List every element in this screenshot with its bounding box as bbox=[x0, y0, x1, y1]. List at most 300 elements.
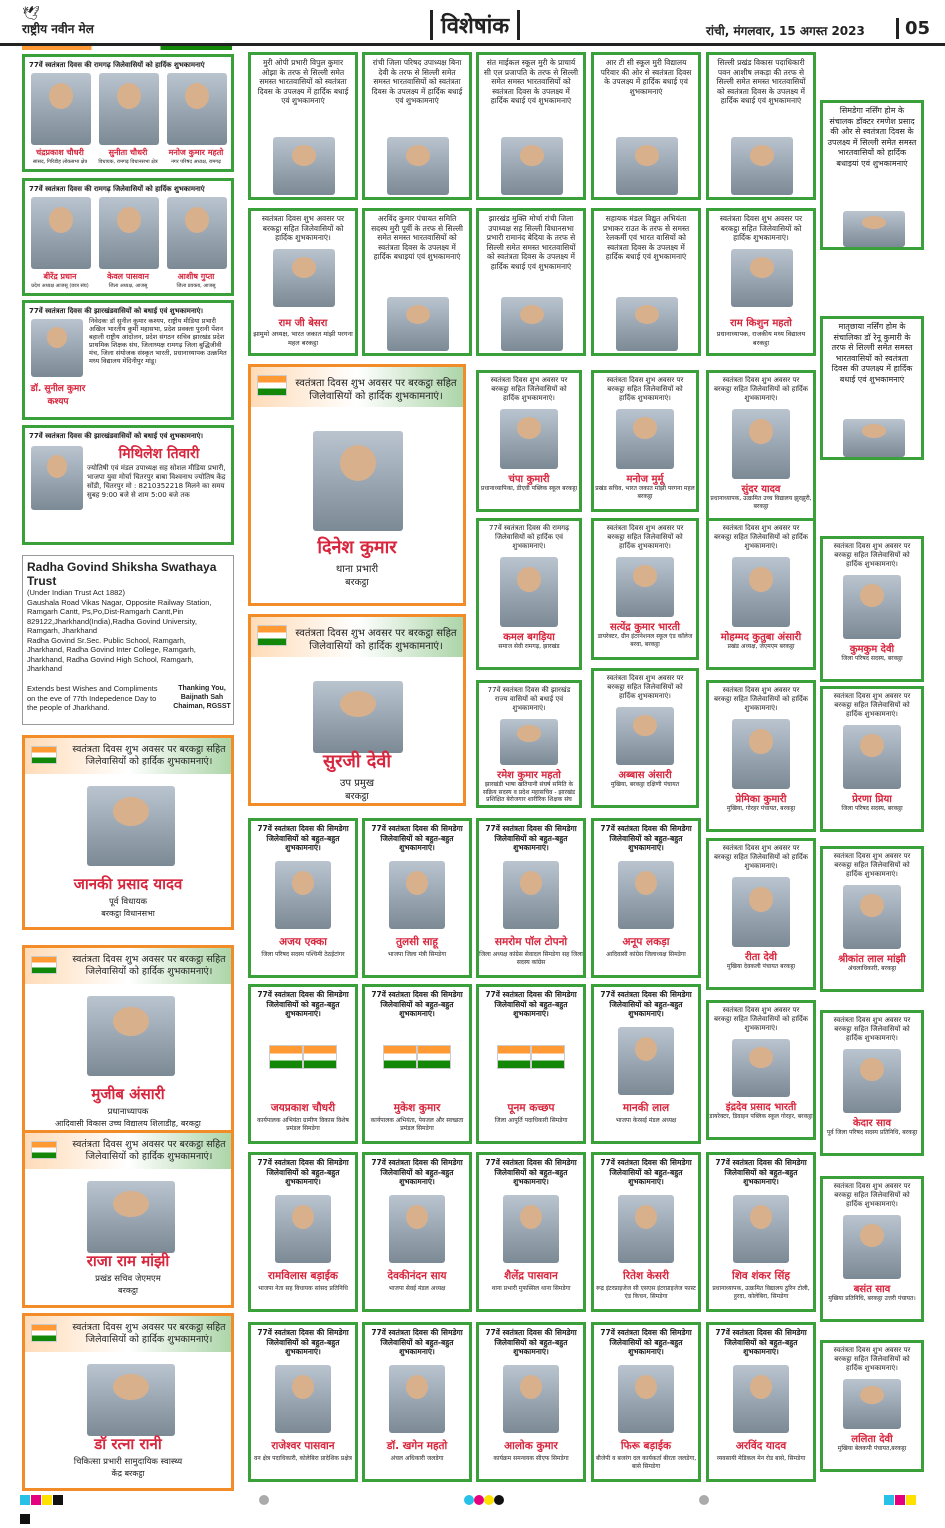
greeting-text: संत माईकल स्कूल मुरी के प्राचार्य सी एल प्रजापति के तरफ से सिल्ली समेत समस्त भारतवासियों को स्वतंत्रता दिवस के उपलक्ष्य में हार्दिक बधाई एवं शुभकामनाएं bbox=[483, 58, 579, 105]
indian-flag-icon bbox=[257, 375, 287, 396]
person-role: प्रधानाध्यापक bbox=[107, 1107, 149, 1117]
person-place: बरकट्ठा bbox=[345, 577, 369, 588]
greeting-text: स्वतंत्रता दिवस शुभ अवसर पर बरकट्ठा सहित जिलेवासियों को हार्दिक शुभकामनाएं। bbox=[713, 686, 809, 712]
portrait-photo bbox=[387, 297, 449, 351]
trust-line: Ramgarh Cantt, Ps,Po,Dist-Ramgarh Cantt,Pin bbox=[27, 607, 184, 616]
person-role: प्रखंड सचिव, भारत जकात मांझी परगना महल बरकट्ठा bbox=[595, 485, 695, 500]
person-greeting-card bbox=[591, 668, 699, 808]
portrait-photo bbox=[87, 1181, 175, 1253]
person-role: थाना प्रभारी bbox=[335, 564, 379, 575]
person-greeting-card bbox=[820, 846, 924, 992]
person-role: जिला आपूर्ति पदाधिकारी सिमडेगा bbox=[494, 1117, 568, 1124]
box-title: 77वें स्वतंत्रता दिवस की रामगढ़ जिलेवासियों को हार्दिक शुभकामनाएं bbox=[29, 185, 205, 193]
portrait-photo bbox=[31, 446, 83, 510]
simdega-greeting-card bbox=[362, 984, 472, 1144]
big-greeting-card bbox=[22, 735, 234, 930]
big-greeting-card bbox=[22, 1313, 234, 1491]
portrait-photo bbox=[616, 297, 678, 351]
greeting-text: 77वें स्वतंत्रता दिवस की सिमडेगा जिलेवासियों को बहुत-बहुत शुभकामनाएं। bbox=[257, 1158, 349, 1186]
greeting-text: स्वतंत्रता दिवस शुभ अवसर पर बरकट्ठा सहित जिलेवासियों को हार्दिक शुभकामनाएं। bbox=[490, 376, 568, 402]
greeting-text: स्वतंत्रता दिवस शुभ अवसर पर बरकट्ठा सहित जिलेवासियों को हार्दिक शुभकामनाएं। bbox=[713, 376, 809, 402]
greeting-text: 77वें स्वतंत्रता दिवस की सिमडेगा जिलेवासियों को बहुत-बहुत शुभकामनाएं। bbox=[371, 824, 463, 852]
person-name: राम जी बेसरा bbox=[278, 318, 328, 329]
person-role: अंचलाधिकारी, बरकट्ठा bbox=[847, 965, 897, 972]
portrait-photo bbox=[733, 1365, 789, 1433]
issue-date: रांची, मंगलवार, 15 अगस्त 2023 bbox=[706, 24, 865, 38]
box-title: 77वें स्वतंत्रता दिवस की रामगढ़ जिलेवासियों को हार्दिक शुभकामनाएं bbox=[29, 61, 205, 69]
simdega-greeting-card bbox=[476, 818, 586, 978]
person-name: मिथिलेश तिवारी bbox=[118, 446, 200, 462]
greeting-text: स्वतंत्रता दिवस शुभ अवसर पर बरकट्ठा सहित जिलेवासियों को हार्दिक शुभकामनाएं। bbox=[833, 1346, 911, 1372]
nursing-home-greeting bbox=[820, 100, 924, 250]
simdega-greeting-card bbox=[362, 818, 472, 978]
person-name: अब्बास अंसारी bbox=[618, 770, 672, 781]
person-name: कुमकुम देवी bbox=[849, 644, 895, 655]
person-greeting-card bbox=[820, 686, 924, 832]
person-role: झारखंडी भाषा खतियानी संघर्ष समिति के सक्रिय सदस्य व प्रदेश महासचिव - झारखंड प्रशिक्षित बेरोजगार शारीरिक शिक्षक संघ bbox=[482, 781, 576, 803]
portrait-photo bbox=[843, 1215, 901, 1279]
simdega-greeting-card bbox=[476, 1322, 586, 1482]
person-role: चिकित्सा प्रभारी सामुदायिक स्वास्थ्य bbox=[73, 1457, 183, 1467]
portrait-photo bbox=[167, 197, 227, 269]
person-name: रीता देवी bbox=[745, 952, 777, 963]
portrait-photo bbox=[99, 73, 159, 145]
simdega-greeting-card bbox=[706, 1322, 816, 1482]
person-name: सत्येंद्र कुमार भारती bbox=[609, 622, 681, 633]
person-greeting-card bbox=[476, 518, 582, 670]
person-name: शैलेंद्र पासवान bbox=[504, 1270, 558, 1282]
person-name: डॉ. सुनील कुमार कश्यप bbox=[30, 384, 86, 407]
person-role: भाजपा केरसई मंडल अध्यक्ष bbox=[615, 1117, 677, 1124]
trust-line: Radha Govind Sr.Sec. Public School, Ramgarh, bbox=[27, 635, 186, 645]
person-text: ज्योतिषी एवं मंडल उपाध्यक्ष सह सोशल मीडिया प्रभारी, भाजपा युवा मोर्चा चितरपुर बाबा विश्वनाथ ज्योतिष केंद्र सोंडी, चितरपुर मो : 8210352218 मिलने का समय सुबह 9:00 बजे से शाम 5:00 बजे तक bbox=[87, 464, 226, 499]
greeting-text: 77वें स्वतंत्रता दिवस की सिमडेगा जिलेवासियों को बहुत-बहुत शुभकामनाएं। bbox=[600, 1158, 692, 1186]
portrait-photo bbox=[167, 73, 227, 145]
portrait-photo bbox=[87, 786, 175, 866]
simdega-greeting-card bbox=[248, 1152, 358, 1312]
greeting-text: 77वें स्वतंत्रता दिवस की सिमडेगा जिलेवासियों को बहुत-बहुत शुभकामनाएं। bbox=[485, 1328, 577, 1356]
greeting-text: स्वतंत्रता दिवस शुभ अवसर पर बरकट्ठा सहित जिलेवासियों को हार्दिक शुभकामनाएं। bbox=[72, 1139, 226, 1162]
person-role: मुखिया बेलकपी पंचायत,बरकट्ठा bbox=[837, 1445, 907, 1452]
portrait-photo bbox=[275, 861, 331, 929]
person-name: रितेश केसरी bbox=[623, 1270, 669, 1282]
portrait-photo bbox=[843, 575, 901, 639]
portrait-photo bbox=[618, 1027, 674, 1095]
greeting-text: स्वतंत्रता दिवस शुभ अवसर पर बरकट्ठा सहित जिलेवासियों को हार्दिक शुभकामनाएं। bbox=[833, 1182, 911, 1208]
portrait-photo bbox=[387, 137, 449, 195]
portrait-photo bbox=[500, 409, 558, 469]
portrait-photo bbox=[616, 707, 674, 765]
portrait-photo bbox=[843, 211, 905, 247]
greeting-text: स्वतंत्रता दिवस शुभ अवसर पर बरकट्ठा सहित जिलेवासियों को हार्दिक शुभकामनाएं। bbox=[713, 524, 809, 550]
person-name: मनोज मुर्मू bbox=[626, 474, 664, 485]
indian-flag-icon bbox=[269, 1045, 303, 1069]
person-role: मुखिया प्रतिनिधि, बरकट्ठा उत्तरी पंचायत। bbox=[828, 1295, 916, 1302]
greeting-text: स्वतंत्रता दिवस शुभ अवसर पर बरकट्ठा सहित जिलेवासियों को हार्दिक शुभकामनाएं। bbox=[72, 1322, 226, 1345]
person-role: बीजेपी व बजरंग दल कार्यकर्ता बीरता जलडेगा, बासे सिमडेगा bbox=[595, 1455, 697, 1470]
person-greeting-card bbox=[820, 1176, 924, 1322]
person-role: जिला अध्यक्ष, आजसू bbox=[108, 283, 148, 289]
portrait-photo bbox=[732, 557, 790, 627]
person-text: निवेदकः डॉ सुनील कुमार कश्यप, राष्ट्रीय मीडिया प्रभारी अखिल भारतीय कुर्मी महासभा, प्रदेश प्रवक्ता पुरानी पेंशन बहाली राष्ट्रीय आंदोलन, प्रदेश संगठन सचिव झारखंड प्रदेश प्राथमिक शिक्षक संघ, जिलाध्यक्ष रामगढ़ जिला बुद्धिजीवी मंच, जिला संयोजक संस्कृत भारती, प्रधानाध्यापक उत्क्रमित मध्य विद्यालय मेदिनीपुर मांडू। bbox=[89, 317, 227, 365]
silli-greeting-card bbox=[248, 52, 358, 200]
greeting-text: स्वतंत्रता दिवस शुभ अवसर पर बरकट्ठा सहित जिलेवासियों को हार्दिक शुभकामनाएं। bbox=[833, 692, 911, 718]
person-role: प्रखंड सचिव जेएमएम bbox=[95, 1274, 161, 1284]
greeting-text: 77वें स्वतंत्रता दिवस की सिमडेगा जिलेवासियों को बहुत-बहुत शुभकामनाएं। bbox=[485, 1158, 577, 1186]
greeting-text: 77वें स्वतंत्रता दिवस की सिमडेगा जिलेवासियों को बहुत-बहुत शुभकामनाएं। bbox=[257, 990, 349, 1018]
portrait-photo bbox=[843, 419, 905, 457]
row2-greeting-card bbox=[476, 208, 586, 356]
greeting-text: 77वें स्वतंत्रता दिवस की सिमडेगा जिलेवासियों को बहुत-बहुत शुभकामनाएं। bbox=[371, 990, 463, 1018]
indian-flag-icon bbox=[303, 1045, 337, 1069]
greeting-text: स्वतंत्रता दिवस शुभ अवसर पर बरकट्ठा सहित जिलेवासियों को हार्दिक शुभकामनाएं। bbox=[295, 628, 457, 652]
greeting-text: स्वतंत्रता दिवस शुभ अवसर पर बरकट्ठा सहित जिलेवासियों को हार्दिक शुभकामनाएं। bbox=[833, 1016, 911, 1042]
nursing-home-greeting bbox=[820, 316, 924, 460]
silli-greeting-card bbox=[476, 52, 586, 200]
person-role: नगर परिषद अध्यक्ष, रामगढ़ bbox=[171, 159, 221, 165]
greeting-text: अरविंद कुमार पंचायत समिति सदस्य मुरी पूर्वी के तरफ से सिल्ली समेत समस्त भारतवासियों को स्वतंत्रता दिवस के उपलक्ष्य में हार्दिक बधाइयां एवं शुभकामनाएं bbox=[371, 214, 463, 261]
person-name: चंद्रप्रकाश चौधरी bbox=[36, 148, 84, 157]
greeting-text: 77वें स्वतंत्रता दिवस की सिमडेगा जिलेवासियों को बहुत-बहुत शुभकामनाएं। bbox=[715, 1328, 807, 1356]
greeting-text: 77वें स्वतंत्रता दिवस की सिमडेगा जिलेवासियों को बहुत-बहुत शुभकामनाएं। bbox=[715, 1158, 807, 1186]
person-name: राजा राम मांझी bbox=[86, 1252, 170, 1270]
silli-greeting-card bbox=[591, 52, 701, 200]
greeting-text: स्वतंत्रता दिवस शुभ अवसर पर बरकट्ठा सहित जिलेवासियों को हार्दिक शुभकामनाएं। bbox=[833, 852, 911, 878]
simdega-greeting-card bbox=[591, 984, 701, 1144]
person-name: डॉ रत्ना रानी bbox=[94, 1435, 162, 1453]
person-name: दिनेश कुमार bbox=[317, 537, 397, 558]
greeting-text: स्वतंत्रता दिवस शुभ अवसर पर बरकट्ठा सहित जिलेवासियों को हार्दिक शुभकामनाएं। bbox=[713, 1006, 809, 1032]
portrait-photo bbox=[732, 409, 790, 479]
greeting-text: स्वतंत्रता दिवस शुभ अवसर पर बरकट्ठा सहित जिलेवासियों को हार्दिक शुभकामनाएं। bbox=[261, 214, 345, 242]
simdega-greeting-card bbox=[248, 1322, 358, 1482]
portrait-photo bbox=[31, 319, 83, 377]
portrait-photo bbox=[618, 1365, 674, 1433]
greeting-text: स्वतंत्रता दिवस शुभ अवसर पर बरकट्ठा सहित जिलेवासियों को हार्दिक शुभकामनाएं। bbox=[833, 542, 911, 568]
person-role: उप प्रमुख bbox=[339, 778, 375, 789]
greeting-text: 77वें स्वतंत्रता दिवस की सिमडेगा जिलेवासियों को बहुत-बहुत शुभकामनाएं। bbox=[600, 824, 692, 852]
person-role: रूद्र इंटरप्राइजेज सी एसएस इंटरप्राइजेज फास्ट एंड किचन, सिमडेगा bbox=[596, 1285, 696, 1300]
person-name: आलोक कुमार bbox=[504, 1440, 558, 1452]
person-role: जिला प्रवक्ता, आजसू bbox=[176, 283, 216, 289]
person-name: बीरेंद्र प्रधान bbox=[43, 272, 77, 281]
person-role: जिला परिषद सदस्य, बरकट्ठा bbox=[841, 805, 903, 812]
portrait-photo bbox=[273, 249, 335, 307]
portrait-photo bbox=[389, 1195, 445, 1263]
portrait-photo bbox=[843, 1049, 901, 1113]
person-name: सुनीता चौधरी bbox=[108, 148, 148, 157]
portrait-photo bbox=[503, 1365, 559, 1433]
greeting-text: 77वें स्वतंत्रता दिवस की सिमडेगा जिलेवासियों को बहुत-बहुत शुभकामनाएं। bbox=[485, 824, 577, 852]
greeting-text: स्वतंत्रता दिवस शुभ अवसर पर बरकट्ठा सहित जिलेवासियों को हार्दिक शुभकामनाएं। bbox=[606, 376, 684, 402]
portrait-photo bbox=[273, 137, 335, 195]
person-name: अरविंद यादव bbox=[735, 1440, 787, 1452]
greeting-text: रांची जिला परिषद उपाध्यक्ष बिना देवी के तरफ से सिल्ली समेत समस्त भारतवासियों को स्वतंत्रता दिवस के उपलक्ष्य में हार्दिक बधाई एवं शुभकामनाएं bbox=[371, 58, 463, 105]
person-place: केंद्र बरकट्ठा bbox=[111, 1469, 145, 1478]
newspaper-name: राष्ट्रीय नवीन मेल bbox=[22, 22, 94, 36]
radha-govind-trust-notice bbox=[22, 555, 234, 725]
person-name: मुकेश कुमार bbox=[393, 1102, 441, 1114]
person-role: सांसद, गिरिडीह लोकसभा क्षेत्र bbox=[32, 159, 88, 165]
simdega-greeting-card bbox=[362, 1152, 472, 1312]
person-name: डॉ. खगेन महतो bbox=[386, 1440, 448, 1452]
person-greeting-card bbox=[706, 680, 816, 832]
portrait-photo bbox=[616, 409, 674, 469]
greeting-text: 77वें स्वतंत्रता दिवस की सिमडेगा जिलेवासियों को बहुत-बहुत शुभकामनाएं। bbox=[600, 990, 692, 1018]
person-greeting-card bbox=[820, 1340, 924, 1472]
person-role: प्रधानाध्यापक, उत्क्रमित उच्च विद्यालय झुरझुरी, बरकट्ठा bbox=[710, 495, 812, 510]
person-name: पूनम कच्छप bbox=[507, 1102, 555, 1114]
row2-greeting-card bbox=[591, 208, 701, 356]
portrait-photo bbox=[87, 996, 175, 1076]
person-role: भाजपा सेवई मंडल अध्यक्ष bbox=[388, 1285, 446, 1292]
greeting-text: 77वें स्वतंत्रता दिवस की सिमडेगा जिलेवासियों को बहुत-बहुत शुभकामनाएं। bbox=[257, 824, 349, 852]
indian-flag-icon bbox=[31, 746, 57, 764]
person-role: प्रधानाध्यापक, उत्क्रमित विद्यालय ठुरिन टोली, हुरदा, कोलेबिरा, सिमडेगा bbox=[712, 1285, 810, 1300]
person-role: डायरेक्टर, ग्रीन इंटरनेशनल स्कूल एंड कॉलेज बरवा, बरकट्ठा bbox=[597, 633, 693, 648]
portrait-photo bbox=[618, 1195, 674, 1263]
person-role: प्रधानाध्यापक, राजकीय मध्य विद्यालय बरकट्ठा bbox=[716, 330, 806, 347]
person-role: वन क्षेत्र पदाधिकारी, कोलेबिरा प्रादेशिक प्रक्षेत्र bbox=[254, 1455, 352, 1462]
portrait-photo bbox=[501, 137, 563, 195]
portrait-photo bbox=[99, 197, 159, 269]
person-name: इंद्रदेव प्रसाद भारती bbox=[725, 1102, 797, 1113]
person-greeting-card bbox=[706, 838, 816, 990]
person-name: रमेश कुमार महतो bbox=[497, 770, 561, 781]
section-title: विशेषांक bbox=[430, 10, 520, 40]
greeting-text: 77वें स्वतंत्रता दिवस की रामगढ़ जिलेवासियों को हार्दिक एवं शुभकामनाएं। bbox=[488, 524, 570, 550]
indian-flag-icon bbox=[31, 1141, 57, 1159]
trust-line: (Under Indian Trust Act 1882) bbox=[27, 588, 125, 597]
person-role: मुखिया, गोरहर पंचायत, बरकट्ठा bbox=[726, 805, 796, 812]
person-greeting-card bbox=[476, 680, 582, 808]
portrait-photo bbox=[843, 725, 901, 789]
indian-flag-icon bbox=[383, 1045, 417, 1069]
trust-line: Ramgarh, Jharkhand bbox=[27, 626, 98, 635]
person-name: देवकीनंदन साय bbox=[387, 1270, 447, 1282]
person-role: थाना प्रभारी मुफस्सिल थाना सिमडेगा bbox=[491, 1285, 571, 1292]
person-role: मुखिया, बरकट्ठा दक्षिणी पंचायत bbox=[610, 781, 680, 788]
person-role: अंचल अधिकारी जलडेगा bbox=[390, 1455, 444, 1462]
person-role: प्रदेश अध्यक्ष आजसू (छात्र संघ) bbox=[31, 283, 89, 289]
portrait-photo bbox=[313, 681, 403, 753]
ramgarh-greeting-1 bbox=[22, 54, 234, 172]
person-role: पूर्व जिला परिषद सदस्य प्रतिनिधि, बरकट्ठा bbox=[826, 1129, 918, 1136]
greeting-text: सहायक मंडल विद्युत अभियंता प्रभाकर राउत के तरफ से समस्त रेलकर्मी एवं भारत वासियों को स्वतंत्रता दिवस के उपलक्ष्य में हार्दिक बधाई एवं शुभकामनाएं bbox=[602, 214, 690, 261]
trust-line: 829122,Jharkhand(India),Radha Govind University, bbox=[27, 616, 197, 626]
person-role: मुखिया देवकली पंचायत बरकट्ठा bbox=[726, 963, 796, 970]
indian-flag-icon bbox=[497, 1045, 531, 1069]
person-name: मोहम्मद कुतुबा अंसारी bbox=[720, 632, 802, 643]
simdega-greeting-card bbox=[476, 984, 586, 1144]
trust-line: Jharkhand, Radha Govind Inter College, Ramgarh, bbox=[27, 645, 196, 654]
person-name: सुंदर यादव bbox=[741, 484, 781, 495]
portrait-photo bbox=[732, 1039, 790, 1097]
portrait-photo bbox=[733, 1195, 789, 1263]
person-greeting-card bbox=[820, 1010, 924, 1156]
person-name: मनोज कुमार महतो bbox=[168, 148, 224, 157]
portrait-photo bbox=[500, 557, 558, 627]
person-name: रामविलास बड़ाईक bbox=[268, 1270, 338, 1282]
person-role: व्यवसायी मेडिकल मेन रोड बासे, सिमडेगा bbox=[716, 1455, 806, 1462]
person-role: कार्यपालक अभियंता ग्रामीण विकास विशेष प्रमंडल सिमडेगा bbox=[257, 1117, 349, 1132]
person-name: आशीष गुप्ता bbox=[177, 272, 215, 281]
portrait-photo bbox=[275, 1195, 331, 1263]
color-registration-bar bbox=[20, 1490, 925, 1504]
portrait-photo bbox=[731, 249, 793, 307]
portrait-photo bbox=[732, 877, 790, 947]
simdega-greeting-card bbox=[591, 1152, 701, 1312]
person-greeting-card bbox=[476, 370, 582, 512]
person-place: बरकट्ठा bbox=[118, 1286, 138, 1295]
person-role: प्रधानाध्यापिका, डीएवी पब्लिक स्कूल बरकट्ठा bbox=[480, 485, 578, 492]
simdega-greeting-card bbox=[591, 1322, 701, 1482]
greeting-text: सिमडेगा नर्सिंग होम के संचालक डॉक्टर रमणेश प्रसाद की ओर से स्वतंत्रता दिवस के उपलक्ष्य में सिल्ली समेत समस्त भारतवासियों को हार्दिक बधाइयां एवं शुभकामनाएं bbox=[827, 106, 917, 168]
person-role: डायरेक्टर, डिवाइन पब्लिक स्कूल गोरहर, बरकट्ठा bbox=[709, 1113, 813, 1120]
person-greeting-card bbox=[706, 1000, 816, 1140]
person-place: बरकट्ठा विधानसभा bbox=[101, 909, 155, 918]
portrait-photo bbox=[31, 73, 91, 145]
portrait-photo bbox=[501, 297, 563, 351]
portrait-photo bbox=[389, 861, 445, 929]
trust-line: Gaushala Road Vikas Nagar, Opposite Railway Station, bbox=[27, 597, 212, 607]
greeting-text: 77वें स्वतंत्रता दिवस की सिमडेगा जिलेवासियों को बहुत-बहुत शुभकामनाएं। bbox=[257, 1328, 349, 1356]
portrait-photo bbox=[616, 557, 674, 617]
row2-greeting-card bbox=[362, 208, 472, 356]
indian-flag-icon bbox=[417, 1045, 451, 1069]
person-name: केदार साव bbox=[852, 1118, 892, 1129]
person-role: पूर्व विधायक bbox=[108, 897, 148, 907]
portrait-photo bbox=[843, 885, 901, 949]
person-name: जयप्रकाश चौधरी bbox=[270, 1102, 336, 1114]
big-greeting-card bbox=[22, 1130, 234, 1308]
person-name: सुरजी देवी bbox=[322, 751, 392, 772]
portrait-photo bbox=[503, 1195, 559, 1263]
person-name: बसंत साव bbox=[853, 1284, 891, 1295]
person-greeting-card bbox=[591, 370, 699, 512]
greeting-text: झारखंड मुक्ति मोर्चा रांची जिला उपाध्यक्ष सह सिल्ली विधानसभा प्रभारी रामानंद बेदिया के तरफ से सिल्ली समेत समस्त भारतवासियों को स्वतंत्रता दिवस के उपलक्ष्य में हार्दिक बधाई एवं शुभकामनाएं bbox=[486, 214, 576, 271]
person-name: ललिता देवी bbox=[851, 1434, 893, 1445]
trust-wish: Extends best Wishes and Compliments on the eve of 77th Indepedence Day to the people of Jharkhand. bbox=[27, 684, 158, 712]
person-place: बरकट्ठा bbox=[345, 791, 369, 802]
indian-flag-icon bbox=[531, 1045, 565, 1069]
big-greeting-card bbox=[22, 945, 234, 1140]
simdega-greeting-card bbox=[248, 818, 358, 978]
person-role: झामुमो अध्यक्ष, भारत जकात मांझी परगना महल बरकट्ठा bbox=[253, 330, 353, 347]
row2-greeting-card bbox=[706, 208, 816, 356]
person-greeting-card bbox=[706, 370, 816, 522]
silli-greeting-card bbox=[706, 52, 816, 200]
portrait-photo bbox=[275, 1365, 331, 1433]
greeting-text: स्वतंत्रता दिवस शुभ अवसर पर बरकट्ठा सहित जिलेवासियों को हार्दिक शुभकामनाएं। bbox=[606, 524, 684, 550]
greeting-text: 77वें स्वतंत्रता दिवस की सिमडेगा जिलेवासियों को बहुत-बहुत शुभकामनाएं। bbox=[485, 990, 577, 1018]
portrait-photo bbox=[31, 197, 91, 269]
person-name: प्रेमिका कुमारी bbox=[735, 794, 787, 805]
greeting-text: स्वतंत्रता दिवस शुभ अवसर पर बरकट्ठा सहित जिलेवासियों को हार्दिक शुभकामनाएं। bbox=[713, 844, 809, 870]
simdega-greeting-card bbox=[476, 1152, 586, 1312]
simdega-greeting-card bbox=[706, 1152, 816, 1312]
person-name: तुलसी साहू bbox=[396, 936, 438, 948]
portrait-photo bbox=[731, 137, 793, 195]
person-role: जिला अध्यक्ष कांग्रेस सेवादल सिमडेगा सह जिला सदस्य कांग्रेस bbox=[479, 951, 583, 966]
person-greeting-card bbox=[820, 536, 924, 682]
person-place: आदिवासी विकास उच्च विद्यालय शिलाडीह, बरकट्ठा bbox=[55, 1119, 201, 1128]
greeting-text: 77वें स्वतंत्रता दिवस की सिमडेगा जिलेवासियों को बहुत-बहुत शुभकामनाएं। bbox=[371, 1158, 463, 1186]
jharkhand-greeting-kashyap bbox=[22, 300, 234, 420]
simdega-greeting-card bbox=[362, 1322, 472, 1482]
person-name: कमल बगड़िया bbox=[503, 632, 555, 643]
masthead bbox=[0, 0, 945, 46]
person-greeting-card bbox=[706, 518, 816, 670]
portrait-photo bbox=[618, 861, 674, 929]
tricolor-stripe bbox=[22, 46, 232, 50]
greeting-text: सिल्ली प्रखंड विकास पदाधिकारी पवन आशीष लकड़ा की तरफ से सिल्ली समेत समस्त भारतवासियों को स्वतंत्रता दिवस के उपलक्ष्य में हार्दिक बधाई एवं शुभकामनाएं bbox=[716, 58, 806, 105]
greeting-text: स्वतंत्रता दिवस शुभ अवसर पर बरकट्ठा सहित जिलेवासियों को हार्दिक शुभकामनाएं। bbox=[72, 954, 226, 977]
portrait-photo bbox=[313, 431, 403, 531]
person-name: मानकी लाल bbox=[622, 1102, 670, 1114]
jharkhand-greeting-tiwari bbox=[22, 425, 234, 545]
portrait-photo bbox=[389, 1365, 445, 1433]
page-number: 05 bbox=[896, 18, 930, 39]
person-role: भाजपा जिला मंत्री सिमडेगा bbox=[387, 951, 447, 958]
greeting-text: 77वें स्वतंत्रता दिवस की सिमडेगा जिलेवासियों को बहुत-बहुत शुभकामनाएं। bbox=[600, 1328, 692, 1356]
portrait-photo bbox=[732, 719, 790, 789]
person-name: प्रेरणा प्रिया bbox=[852, 794, 892, 805]
person-role: प्रखंड अध्यक्ष, जेएमएम बरकट्ठा bbox=[727, 643, 795, 650]
greeting-text: स्वतंत्रता दिवस शुभ अवसर पर बरकट्ठा सहित जिलेवासियों को हार्दिक शुभकामनाएं। bbox=[295, 378, 457, 402]
greeting-text: 77वें स्वतंत्रता दिवस की झारखंड राज्य वासियों को बधाई एवं शुभकामनाएं। bbox=[487, 686, 571, 712]
person-name: अजय एक्का bbox=[279, 936, 327, 948]
person-role: जिला परिषद सदस्य, बरकट्ठा bbox=[841, 655, 903, 662]
box-title: 77वें स्वतंत्रता दिवस की झारखंडवासियों को बधाई एवं शुभकामनाएं। bbox=[29, 432, 204, 440]
portrait-photo bbox=[616, 137, 678, 195]
greeting-text: स्वतंत्रता दिवस शुभ अवसर पर बरकट्ठा सहित जिलेवासियों को हार्दिक शुभकामनाएं। bbox=[72, 744, 226, 767]
person-name: राम किशुन महतो bbox=[730, 318, 792, 329]
indian-flag-icon bbox=[31, 956, 57, 974]
person-name: श्रीकांत लाल मांझी bbox=[838, 954, 906, 965]
person-role: आदिवासी कांग्रेस जिलाध्यक्ष सिमडेगा bbox=[606, 951, 686, 958]
portrait-photo bbox=[500, 719, 558, 765]
person-name: केवल पासवान bbox=[107, 272, 149, 281]
person-name: चंपा कुमारी bbox=[508, 474, 550, 485]
person-role: जिला परिषद सदस्य पश्चिमी ठेठईटांगर bbox=[261, 951, 345, 958]
trust-signature: Thanking You, Baijnath Sah Chaiman, RGSST bbox=[173, 685, 231, 710]
trust-line: Jharkhand bbox=[27, 664, 63, 673]
greeting-text: स्वतंत्रता दिवस शुभ अवसर पर बरकट्ठा सहित जिलेवासियों को हार्दिक शुभकामनाएं। bbox=[606, 674, 684, 700]
big-center-card bbox=[248, 364, 466, 606]
person-name: मुजीब अंसारी bbox=[91, 1085, 165, 1103]
box-title: 77वें स्वतंत्रता दिवस की झारखंडवासियों को बधाई एवं शुभकामनाएं। bbox=[29, 307, 204, 315]
person-role: कार्यक्रम समन्वयक सीएफ सिमडेगा bbox=[493, 1455, 569, 1462]
trust-title: Radha Govind Shiksha Swathaya Trust bbox=[27, 560, 217, 588]
big-center-card bbox=[248, 614, 466, 806]
indian-flag-icon bbox=[31, 1324, 57, 1342]
bird-logo-icon: 🕊 bbox=[22, 6, 40, 22]
portrait-photo bbox=[843, 1379, 901, 1429]
simdega-greeting-card bbox=[591, 818, 701, 978]
person-role: भाजपा नेता सह विधायक सांसद प्रतिनिधि bbox=[258, 1285, 348, 1292]
greeting-text: आर टी सी स्कूल मुरी विद्यालय परिवार की ओर से स्वतंत्रता दिवस के उपलक्ष्य में हार्दिक बधाई एवं शुभकामनाएं bbox=[600, 58, 692, 96]
person-name: समरोम पॉल टोपनो bbox=[494, 936, 568, 948]
portrait-photo bbox=[87, 1364, 175, 1436]
person-role: कार्यपालक अभियंता, पेयजल और स्वच्छता प्रमंडल सिमडेगा bbox=[370, 1117, 464, 1132]
greeting-text: स्वतंत्रता दिवस शुभ अवसर पर बरकट्ठा सहित जिलेवासियों को हार्दिक शुभकामनाएं। bbox=[719, 214, 803, 242]
person-role: विधायक, रामगढ़ विधानसभा क्षेत्र bbox=[98, 159, 158, 165]
person-name: फिरू बड़ाईक bbox=[620, 1440, 672, 1452]
person-name: शिव शंकर सिंह bbox=[732, 1270, 790, 1282]
indian-flag-icon bbox=[257, 625, 287, 646]
ramgarh-greeting-2 bbox=[22, 178, 234, 296]
